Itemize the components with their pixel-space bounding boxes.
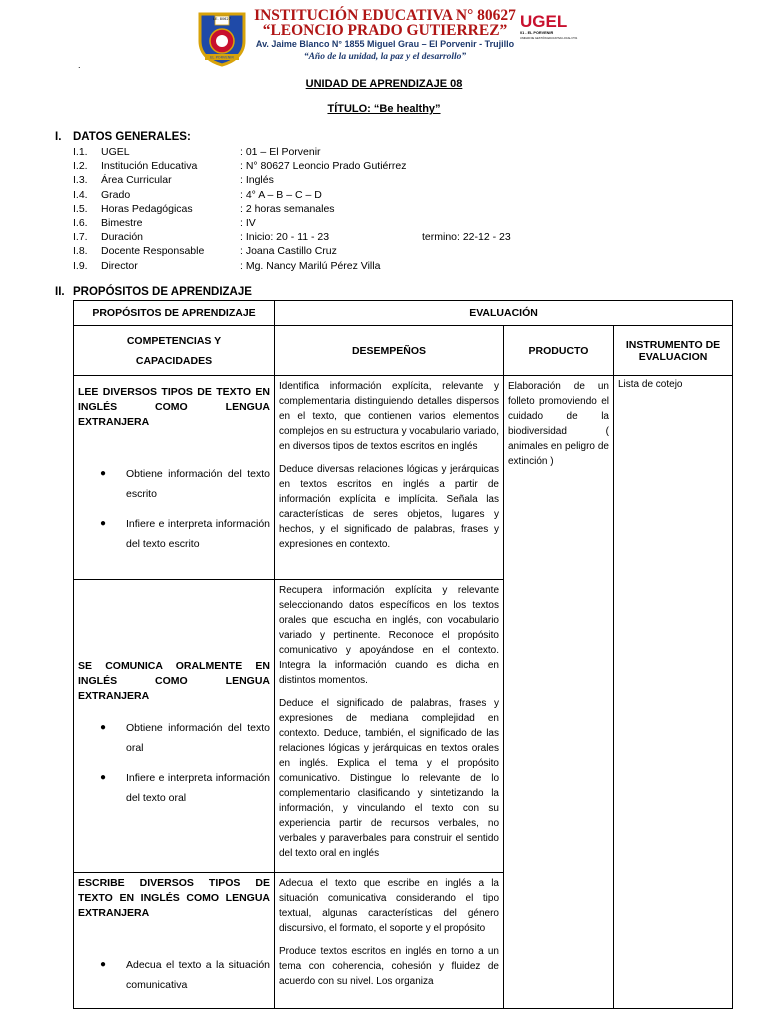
competency-title: LEE DIVERSOS TIPOS DE TEXTO EN INGLÉS COMO LENGUA EXTRANJERA xyxy=(78,386,270,428)
capacity-item xyxy=(78,768,270,808)
capacity-text: Infiere e interpreta información del texto escrito xyxy=(126,518,270,550)
ugel-logo-sub2: UNIDAD DE GESTIÓN EDUCATIVA LOCAL N°01 xyxy=(520,37,578,40)
section2-numeral: II. xyxy=(55,286,65,298)
general-data-label: UGEL xyxy=(101,146,130,158)
header-competencias xyxy=(74,326,275,376)
instrument-text: Lista de cotejo xyxy=(618,379,683,390)
section1-numeral: I. xyxy=(55,131,62,143)
general-data-value: : N° 80627 Leoncio Prado Gutiérrez xyxy=(240,160,407,173)
performance-text: Deduce diversas relaciones lógicas y jerárquicas en textos escritos en inglés a partir de información explícita e implícita. Señala las características de seres objetos, lugares y hechos, y el significado de palabras, frases y expresiones en contexto. xyxy=(279,464,499,550)
bullet-icon: ● xyxy=(100,959,107,970)
general-data-value: : Mg. Nancy Marilú Pérez Villa xyxy=(240,259,381,272)
general-data-number: I.2. xyxy=(73,160,88,173)
header-desempenos: DESEMPEÑOS xyxy=(275,326,504,376)
header-capacidades-line2: CAPACIDADES xyxy=(135,354,213,367)
competency-title: SE COMUNICA ORALMENTE EN INGLÉS COMO LENGUA EXTRANJERA xyxy=(78,660,270,702)
competency-cell xyxy=(74,580,275,873)
bullet-icon: ● xyxy=(100,518,107,529)
section2-heading: PROPÓSITOS DE APRENDIZAJE xyxy=(73,286,252,298)
capacity-text: Infiere e interpreta información del texto oral xyxy=(126,772,270,804)
general-data-number: I.8. xyxy=(73,245,88,258)
capacity-text: Adecua el texto a la situación comunicativa xyxy=(126,959,270,991)
performance-text: Recupera información explícita y relevante seleccionando datos específicos en los textos orales que escucha en inglés, con vocabulario variado y pertinente. Reconoce el propósito comunicativo y apoyándose en el contexto. Integra la información cuando es dicha en distintos momentos. xyxy=(279,585,499,686)
ugel-logo-text: UGEL xyxy=(520,12,568,31)
capacity-text: Obtiene información del texto oral xyxy=(126,722,270,754)
competency-title: ESCRIBE DIVERSOS TIPOS DE TEXTO EN INGLÉS COMO LENGUA EXTRANJERA xyxy=(78,877,270,919)
header-propositos: PROPÓSITOS DE APRENDIZAJE xyxy=(74,301,275,326)
capacity-item xyxy=(78,514,270,554)
general-data-value: : 4° A – B – C – D xyxy=(240,188,322,201)
product-cell xyxy=(504,376,614,1009)
shield-text-top: I.E. 80627 xyxy=(213,17,231,21)
general-data-number: I.1. xyxy=(73,146,88,158)
performance-text: Adecua el texto que escribe en inglés a la situación comunicativa considerando el tipo textual, algunas características del género discursivo, el formato, el soporte y el propósito xyxy=(279,878,499,934)
capacity-text: Obtiene información del texto escrito xyxy=(126,468,270,500)
capacity-item xyxy=(78,718,270,758)
performance-text: Identifica información explícita, relevante y complementaria distinguiendo detalles dispersos en el texto, que contienen varios elementos complejos en su estructura y vocabulario variado, en diversos tipos de textos escritos en inglés xyxy=(279,381,499,452)
performance-text: Deduce el significado de palabras, frases y expresiones de mediana complejidad en contexto. Deduce, también, el significado de las relaciones lógicas y jerárquicas en textos orales en inglés. Explica el tema y el propósito comunicativo. Distingue lo relevante de lo complementario clasificando y sintetizando la información, y vinculando el texto con su experiencia partir de recursos verbales, no verbales y paraverbales para construir el sentido del texto oral en inglés xyxy=(279,698,499,859)
capacity-item xyxy=(78,955,270,995)
general-data-label: Duración xyxy=(101,231,144,244)
capacity-list xyxy=(78,955,270,995)
capacity-list xyxy=(78,718,270,808)
performance-text: Produce textos escritos en inglés en torno a un tema con coherencia, cohesión y fluidez de acuerdo con su nivel. Los organiza xyxy=(279,946,499,987)
section1-heading: DATOS GENERALES: xyxy=(73,131,191,143)
capacity-item xyxy=(78,464,270,504)
general-data-value: : Inglés xyxy=(240,174,274,187)
general-data-number: I.3. xyxy=(73,174,88,187)
ugel-logo xyxy=(520,12,580,46)
header-competencias-line1: COMPETENCIAS Y xyxy=(126,334,222,347)
product-text: Elaboración de un folleto promoviendo el cuidado de la biodiversidad ( animales en peligro de extinción ) xyxy=(508,381,609,467)
institution-subname: “LEONCIO PRADO GUTIERREZ” xyxy=(262,22,508,39)
general-data-number: I.7. xyxy=(73,231,88,244)
header-producto: PRODUCTO xyxy=(504,326,614,376)
general-data-value: : Inicio: 20 - 11 - 23 xyxy=(240,231,330,244)
general-data-label: Grado xyxy=(101,188,131,201)
institution-name: INSTITUCIÓN EDUCATIVA N° 80627 xyxy=(254,7,516,24)
general-data-number: I.6. xyxy=(73,217,88,229)
stray-dot: . xyxy=(78,60,81,70)
bullet-icon: ● xyxy=(100,468,107,479)
year-motto: “Año de la unidad, la paz y el desarrollo” xyxy=(303,52,467,62)
general-data-label: Director xyxy=(101,259,138,272)
header-evaluacion: EVALUACIÓN xyxy=(275,301,733,326)
general-data-label: Horas Pedagógicas xyxy=(101,202,193,215)
document-title: TÍTULO: “Be healthy” xyxy=(327,103,441,115)
shield-text-bottom: EL PORVENIR xyxy=(210,55,234,60)
general-data-value: : 01 – El Porvenir xyxy=(240,146,321,158)
general-data-value: : IV xyxy=(240,217,256,229)
purposes-table xyxy=(73,300,733,1009)
competency-cell xyxy=(74,873,275,1009)
competency-cell xyxy=(74,376,275,580)
general-data-number: I.4. xyxy=(73,188,88,201)
institution-address: Av. Jaime Blanco N° 1855 Miguel Grau – El Porvenir - Trujillo xyxy=(255,39,515,49)
general-data-label: Área Curricular xyxy=(101,174,172,187)
bullet-icon: ● xyxy=(100,722,107,733)
performance-cell xyxy=(275,580,504,873)
header-instrumento: INSTRUMENTO DE EVALUACION xyxy=(614,326,733,376)
instrument-cell xyxy=(614,376,733,1009)
general-data-value: : 2 horas semanales xyxy=(240,202,335,215)
general-data-label: Bimestre xyxy=(101,217,143,229)
general-data-number: I.5. xyxy=(73,202,88,215)
bullet-icon: ● xyxy=(100,772,107,783)
capacity-list xyxy=(78,464,270,554)
ugel-logo-sub1: 01 - EL PORVENIR xyxy=(520,31,554,35)
general-data-label: Docente Responsable xyxy=(101,245,205,258)
general-data-value: : Joana Castillo Cruz xyxy=(240,245,337,258)
performance-cell xyxy=(275,376,504,580)
unit-title: UNIDAD DE APRENDIZAJE 08 xyxy=(305,78,463,90)
performance-cell xyxy=(275,873,504,1009)
general-data-end-date: termino: 22-12 - 23 xyxy=(422,231,511,244)
general-data-label: Institución Educativa xyxy=(101,160,198,173)
general-data-number: I.9. xyxy=(73,259,88,272)
